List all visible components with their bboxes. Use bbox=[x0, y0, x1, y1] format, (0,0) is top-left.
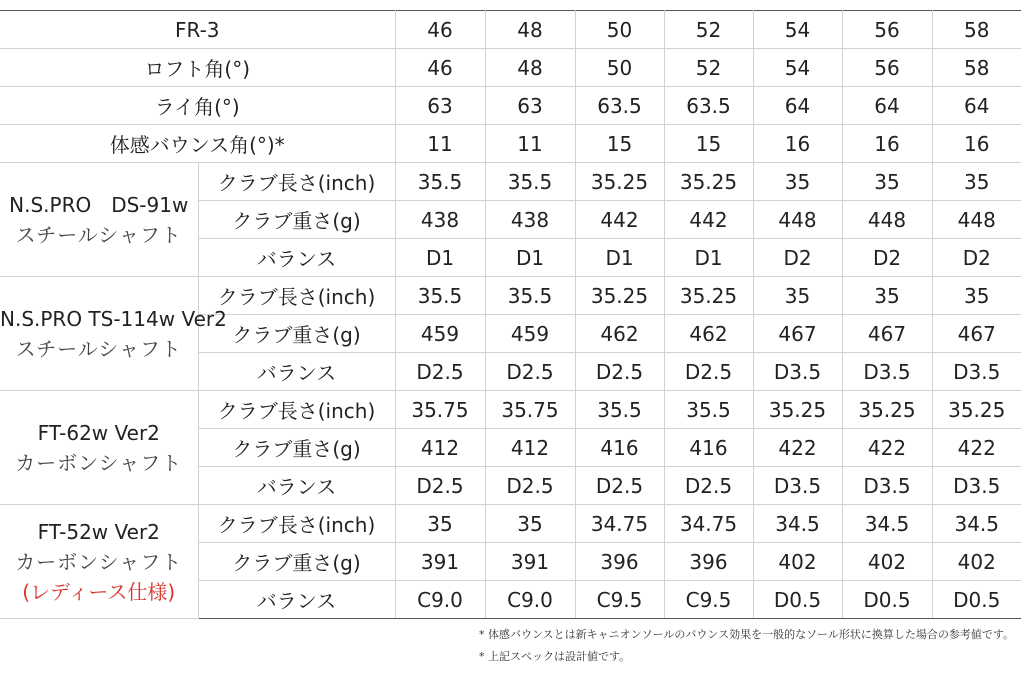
spec-value-balance: D0.5 bbox=[753, 581, 842, 619]
spec-value-length: 35.5 bbox=[664, 391, 753, 429]
loft-value: 56 bbox=[842, 49, 932, 87]
shaft-name: N.S.PRO TS-114w Ver2 bbox=[0, 306, 227, 331]
spec-value-length: 35.25 bbox=[842, 391, 932, 429]
spec-value-balance: D2 bbox=[753, 239, 842, 277]
header-value: 56 bbox=[842, 11, 932, 49]
spec-value-length: 35.25 bbox=[575, 277, 664, 315]
spec-value-length: 35.5 bbox=[485, 163, 575, 201]
spec-value-length: 34.75 bbox=[664, 505, 753, 543]
spec-label-length: クラブ長さ(inch) bbox=[198, 391, 395, 429]
bounce-value: 16 bbox=[842, 125, 932, 163]
spec-label-weight: クラブ重さ(g) bbox=[198, 429, 395, 467]
spec-value-balance: D3.5 bbox=[842, 353, 932, 391]
loft-label: ロフト角(°) bbox=[0, 49, 395, 87]
spec-value-balance: D2 bbox=[842, 239, 932, 277]
spec-value-length: 34.75 bbox=[575, 505, 664, 543]
loft-value: 54 bbox=[753, 49, 842, 87]
spec-value-balance: D2.5 bbox=[485, 467, 575, 505]
spec-label-balance: バランス bbox=[198, 353, 395, 391]
spec-value-length: 35.5 bbox=[395, 277, 485, 315]
shaft-cell bbox=[0, 163, 198, 277]
shaft-type: カーボンシャフト bbox=[15, 549, 183, 574]
spec-value-weight: 396 bbox=[575, 543, 664, 581]
spec-value-length: 34.5 bbox=[842, 505, 932, 543]
spec-value-weight: 459 bbox=[395, 315, 485, 353]
spec-value-balance: D2.5 bbox=[395, 467, 485, 505]
header-value: 58 bbox=[932, 11, 1021, 49]
footnote-bounce: * 体感バウンスとは新キャニオンソールのバウンス効果を一般的なソール形状に換算した場合の参考値です。 bbox=[478, 628, 1014, 641]
lie-label: ライ角(°) bbox=[0, 87, 395, 125]
spec-value-balance: D2.5 bbox=[575, 353, 664, 391]
footnotes bbox=[479, 624, 1014, 668]
spec-label-balance: バランス bbox=[198, 239, 395, 277]
spec-value-weight: 442 bbox=[664, 201, 753, 239]
shaft-name: FT-62w Ver2 bbox=[37, 420, 160, 445]
lie-value: 63.5 bbox=[575, 87, 664, 125]
spec-value-balance: D1 bbox=[575, 239, 664, 277]
loft-value: 46 bbox=[395, 49, 485, 87]
spec-value-balance: D2.5 bbox=[485, 353, 575, 391]
spec-value-balance: D2.5 bbox=[664, 353, 753, 391]
bounce-value: 15 bbox=[664, 125, 753, 163]
spec-value-weight: 402 bbox=[932, 543, 1021, 581]
header-value: 48 bbox=[485, 11, 575, 49]
shaft-name: N.S.PRO DS-91w bbox=[9, 192, 189, 217]
spec-label-length: クラブ長さ(inch) bbox=[198, 277, 395, 315]
spec-value-length: 35.25 bbox=[575, 163, 664, 201]
spec-value-length: 35.5 bbox=[575, 391, 664, 429]
spec-value-length: 35 bbox=[753, 163, 842, 201]
header-label: FR-3 bbox=[0, 11, 395, 49]
spec-table bbox=[0, 10, 1021, 619]
lie-value: 63.5 bbox=[664, 87, 753, 125]
spec-value-weight: 402 bbox=[842, 543, 932, 581]
spec-label-length: クラブ長さ(inch) bbox=[198, 505, 395, 543]
shaft-length-row bbox=[0, 163, 1021, 201]
spec-value-weight: 416 bbox=[664, 429, 753, 467]
shaft-type: スチールシャフト bbox=[15, 336, 182, 361]
spec-value-balance: D3.5 bbox=[753, 353, 842, 391]
spec-value-weight: 412 bbox=[485, 429, 575, 467]
spec-label-weight: クラブ重さ(g) bbox=[198, 201, 395, 239]
spec-label-weight: クラブ重さ(g) bbox=[198, 543, 395, 581]
shaft-note: (レディース仕様) bbox=[22, 579, 176, 604]
header-value: 46 bbox=[395, 11, 485, 49]
spec-label-length: クラブ長さ(inch) bbox=[198, 163, 395, 201]
spec-value-weight: 422 bbox=[753, 429, 842, 467]
spec-value-balance: D0.5 bbox=[932, 581, 1021, 619]
spec-value-weight: 412 bbox=[395, 429, 485, 467]
spec-value-length: 35.5 bbox=[485, 277, 575, 315]
bounce-value: 11 bbox=[485, 125, 575, 163]
spec-value-balance: D0.5 bbox=[842, 581, 932, 619]
spec-value-length: 34.5 bbox=[932, 505, 1021, 543]
spec-value-balance: D3.5 bbox=[932, 467, 1021, 505]
spec-value-balance: D3.5 bbox=[842, 467, 932, 505]
bounce-row bbox=[0, 125, 1021, 163]
spec-value-weight: 402 bbox=[753, 543, 842, 581]
spec-value-weight: 391 bbox=[485, 543, 575, 581]
loft-row bbox=[0, 49, 1021, 87]
spec-value-length: 35 bbox=[842, 277, 932, 315]
spec-value-length: 35.25 bbox=[753, 391, 842, 429]
bounce-value: 16 bbox=[753, 125, 842, 163]
lie-row bbox=[0, 87, 1021, 125]
bounce-value: 16 bbox=[932, 125, 1021, 163]
loft-value: 58 bbox=[932, 49, 1021, 87]
spec-value-balance: C9.5 bbox=[664, 581, 753, 619]
spec-value-length: 35.25 bbox=[664, 277, 753, 315]
spec-value-length: 35.75 bbox=[485, 391, 575, 429]
spec-value-balance: D1 bbox=[664, 239, 753, 277]
spec-value-balance: D2.5 bbox=[575, 467, 664, 505]
spec-value-length: 35 bbox=[932, 277, 1021, 315]
spec-value-length: 35.25 bbox=[664, 163, 753, 201]
shaft-length-row bbox=[0, 277, 1021, 315]
header-value: 54 bbox=[753, 11, 842, 49]
header-value: 52 bbox=[664, 11, 753, 49]
shaft-cell bbox=[0, 391, 198, 505]
spec-value-balance: D3.5 bbox=[932, 353, 1021, 391]
spec-value-length: 35.25 bbox=[932, 391, 1021, 429]
spec-value-weight: 448 bbox=[932, 201, 1021, 239]
bounce-value: 15 bbox=[575, 125, 664, 163]
spec-value-balance: D1 bbox=[485, 239, 575, 277]
spec-value-weight: 422 bbox=[932, 429, 1021, 467]
spec-value-length: 35 bbox=[753, 277, 842, 315]
spec-value-length: 35.5 bbox=[395, 163, 485, 201]
spec-value-weight: 467 bbox=[753, 315, 842, 353]
header-value: 50 bbox=[575, 11, 664, 49]
spec-value-length: 35 bbox=[395, 505, 485, 543]
loft-value: 52 bbox=[664, 49, 753, 87]
spec-value-weight: 459 bbox=[485, 315, 575, 353]
spec-value-length: 35 bbox=[932, 163, 1021, 201]
spec-value-weight: 438 bbox=[395, 201, 485, 239]
spec-value-balance: C9.0 bbox=[395, 581, 485, 619]
spec-value-weight: 448 bbox=[753, 201, 842, 239]
spec-value-weight: 391 bbox=[395, 543, 485, 581]
spec-value-weight: 422 bbox=[842, 429, 932, 467]
spec-value-weight: 462 bbox=[575, 315, 664, 353]
lie-value: 63 bbox=[395, 87, 485, 125]
spec-value-weight: 442 bbox=[575, 201, 664, 239]
spec-value-weight: 396 bbox=[664, 543, 753, 581]
bounce-value: 11 bbox=[395, 125, 485, 163]
shaft-cell bbox=[0, 505, 198, 619]
shaft-cell bbox=[0, 277, 227, 391]
spec-value-length: 35.75 bbox=[395, 391, 485, 429]
lie-value: 64 bbox=[842, 87, 932, 125]
loft-value: 48 bbox=[485, 49, 575, 87]
shaft-name: FT-52w Ver2 bbox=[37, 519, 160, 544]
bounce-label: 体感バウンス角(°)* bbox=[0, 125, 395, 163]
spec-label-balance: バランス bbox=[198, 467, 395, 505]
spec-value-weight: 416 bbox=[575, 429, 664, 467]
spec-value-weight: 462 bbox=[664, 315, 753, 353]
shaft-length-row bbox=[0, 505, 1021, 543]
spec-value-balance: D2.5 bbox=[664, 467, 753, 505]
spec-value-length: 34.5 bbox=[753, 505, 842, 543]
spec-value-balance: C9.5 bbox=[575, 581, 664, 619]
spec-value-balance: D2.5 bbox=[395, 353, 485, 391]
lie-value: 64 bbox=[932, 87, 1021, 125]
shaft-length-row bbox=[0, 391, 1021, 429]
spec-value-weight: 438 bbox=[485, 201, 575, 239]
spec-label-balance: バランス bbox=[198, 581, 395, 619]
header-row bbox=[0, 11, 1021, 49]
spec-value-balance: D3.5 bbox=[753, 467, 842, 505]
shaft-type: カーボンシャフト bbox=[15, 450, 183, 475]
spec-value-balance: D1 bbox=[395, 239, 485, 277]
loft-value: 50 bbox=[575, 49, 664, 87]
footnote-design-values: * 上記スペックは設計値です。 bbox=[478, 650, 631, 663]
spec-value-balance: C9.0 bbox=[485, 581, 575, 619]
shaft-type: スチールシャフト bbox=[15, 222, 182, 247]
spec-value-weight: 467 bbox=[842, 315, 932, 353]
spec-value-length: 35 bbox=[842, 163, 932, 201]
spec-value-balance: D2 bbox=[932, 239, 1021, 277]
spec-label-weight: クラブ重さ(g) bbox=[198, 315, 395, 353]
lie-value: 64 bbox=[753, 87, 842, 125]
spec-value-weight: 467 bbox=[932, 315, 1021, 353]
spec-value-length: 35 bbox=[485, 505, 575, 543]
lie-value: 63 bbox=[485, 87, 575, 125]
spec-value-weight: 448 bbox=[842, 201, 932, 239]
